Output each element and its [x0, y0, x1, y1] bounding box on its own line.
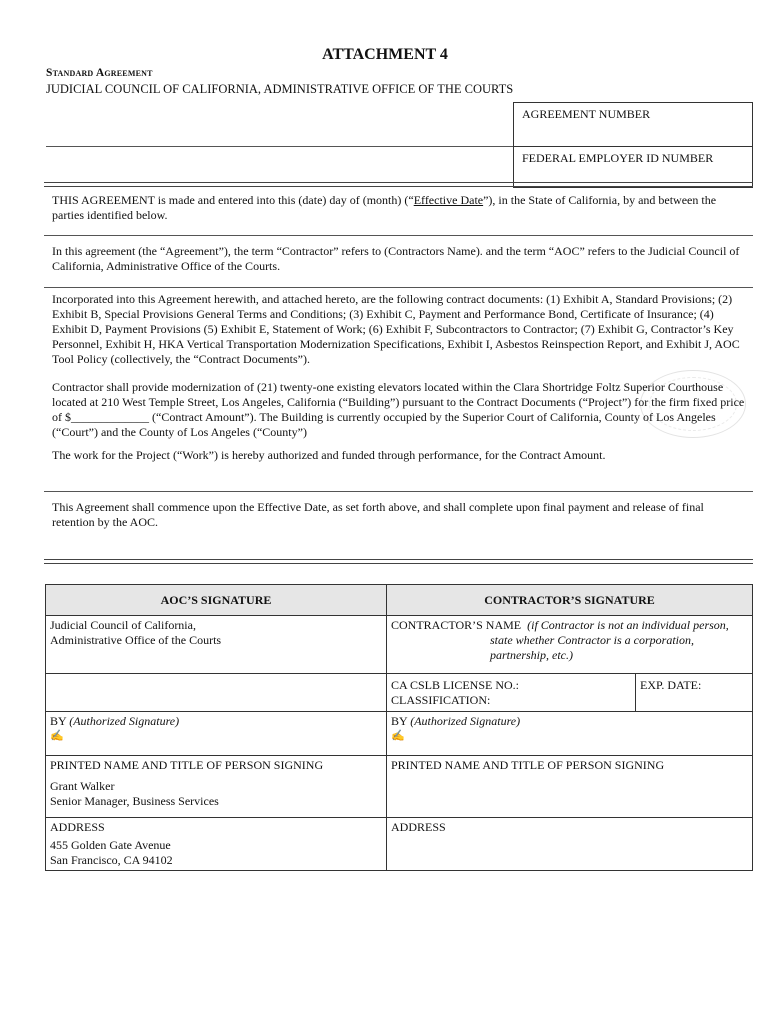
- effective-date-term: Effective Date: [413, 193, 484, 207]
- signature-table: [45, 584, 753, 871]
- contractor-address-cell[interactable]: [387, 818, 753, 871]
- exp-date-label: EXP. DATE:: [640, 678, 702, 692]
- scope-paragraph: Contractor shall provide modernization of (21) twenty-one existing elevators located within the Clara Shortridge Foltz Superior Courthouse located at 210 West Temple Street, Los Angeles, California (“Building”) pursuant to the Contract Documents (“Project”) for the firm fixed price of $_____________ (“Contract Amount”). The Building is currently occupied by the Superior Court of California, County of Los Angeles (“Court”) and the County of Los Angeles (“County”): [52, 380, 745, 439]
- aoc-signer-title: Senior Manager, Business Services: [50, 794, 219, 808]
- aoc-by-label: BY: [50, 714, 67, 728]
- aoc-pen-icon: ✍: [50, 730, 64, 742]
- work-authorization-paragraph: The work for the Project (“Work”) is hereby authorized and funded through performance, for the Contract Amount.: [52, 448, 606, 462]
- classification-label: CLASSIFICATION:: [391, 693, 491, 707]
- definitions-paragraph: In this agreement (the “Agreement”), the term “Contractor” refers to (Contractors Name). and the term “AOC” refers to the Judicial Council of California, Administrative Office of the Courts.: [52, 244, 740, 273]
- agency-name: JUDICIAL COUNCIL OF CALIFORNIA, ADMINISTRATIVE OFFICE OF THE COURTS: [46, 82, 514, 96]
- aoc-printed-name-label: PRINTED NAME AND TITLE OF PERSON SIGNING: [50, 758, 324, 772]
- contractor-name-note-2: state whether Contractor is a corporation,: [490, 633, 694, 647]
- agreement-number-label: AGREEMENT NUMBER: [522, 107, 651, 121]
- agreement-intro-paragraph: [52, 193, 746, 223]
- contractor-name-cell[interactable]: [387, 616, 753, 674]
- aoc-name-cell: [46, 616, 387, 674]
- contractor-by-signature-cell[interactable]: [387, 712, 753, 756]
- contractor-name-label: CONTRACTOR’S NAME: [391, 618, 522, 632]
- contractor-signature-header: CONTRACTOR’S SIGNATURE: [387, 585, 753, 616]
- header-double-rule: [44, 182, 753, 187]
- intro-text-start: THIS AGREEMENT is made and entered into this (date) day of (month) (“: [52, 193, 414, 207]
- aoc-address-label: ADDRESS: [50, 820, 105, 834]
- contractor-printed-name-cell[interactable]: [387, 756, 753, 818]
- section-divider-1: [44, 235, 753, 236]
- exp-date-cell[interactable]: [636, 674, 753, 712]
- aoc-address-line1: 455 Golden Gate Avenue: [50, 838, 171, 852]
- contractor-by-label: BY: [391, 714, 408, 728]
- federal-id-label: FEDERAL EMPLOYER ID NUMBER: [522, 151, 714, 165]
- cslb-license-cell[interactable]: [387, 674, 636, 712]
- id-box-divider: [514, 146, 752, 147]
- contractor-name-note-1: (if Contractor is not an individual person,: [527, 618, 729, 632]
- term-paragraph: This Agreement shall commence upon the Effective Date, as set forth above, and shall complete upon final payment and release of final retention by the AOC.: [52, 500, 704, 529]
- section-divider-2: [44, 287, 753, 288]
- agency-underline: [46, 146, 513, 147]
- body-double-rule: [44, 559, 753, 564]
- contract-documents-paragraph: Incorporated into this Agreement herewith, and attached hereto, are the following contract documents: (1) Exhibit A, Standard Provisions; (2) Exhibit B, Special Provisions General Terms and Conditions; (3) Exhibit C, Payment and Performance Bond, Certificate of Insurance; (4) Exhibit D, Payment Provisions (5) Exhibit E, Statement of Work; (6) Exhibit F, Subcontractors to Contractor; (7) Exhibit G, Contractor’s Key Personnel, Exhibit H, HKA Vertical Transportation Modernization Specifications, Exhibit I, Asbestos Reinspection Report, and Exhibit J, AOC Tool Policy (collectively, the “Contract Documents”).: [52, 292, 740, 366]
- aoc-name-line1: Judicial Council of California,: [50, 618, 196, 632]
- contractor-pen-icon: ✍: [391, 730, 405, 742]
- contractor-authorized-signature-label: (Authorized Signature): [410, 714, 521, 728]
- cslb-license-label: CA CSLB LICENSE NO.:: [391, 678, 520, 692]
- contractor-address-label: ADDRESS: [391, 820, 446, 834]
- intro-text-end: ”), in the State of California, by and between the parties identified below.: [52, 193, 717, 222]
- aoc-address-cell: [46, 818, 387, 871]
- section-divider-3: [44, 491, 753, 492]
- aoc-authorized-signature-label: (Authorized Signature): [69, 714, 180, 728]
- aoc-signature-header: AOC’S SIGNATURE: [46, 585, 387, 616]
- aoc-by-signature-cell[interactable]: [46, 712, 387, 756]
- aoc-blank-cell: [46, 674, 387, 712]
- contractor-printed-name-label: PRINTED NAME AND TITLE OF PERSON SIGNING: [391, 758, 665, 772]
- aoc-printed-name-cell: [46, 756, 387, 818]
- aoc-name-line2: Administrative Office of the Courts: [50, 633, 222, 647]
- form-type-label: Standard Agreement: [46, 67, 153, 79]
- aoc-address-line2: San Francisco, CA 94102: [50, 853, 173, 867]
- contractor-name-note-3: partnership, etc.): [490, 648, 573, 662]
- aoc-signer-name: Grant Walker: [50, 779, 115, 793]
- attachment-title: ATTACHMENT 4: [322, 46, 448, 63]
- agreement-id-box: [513, 102, 753, 188]
